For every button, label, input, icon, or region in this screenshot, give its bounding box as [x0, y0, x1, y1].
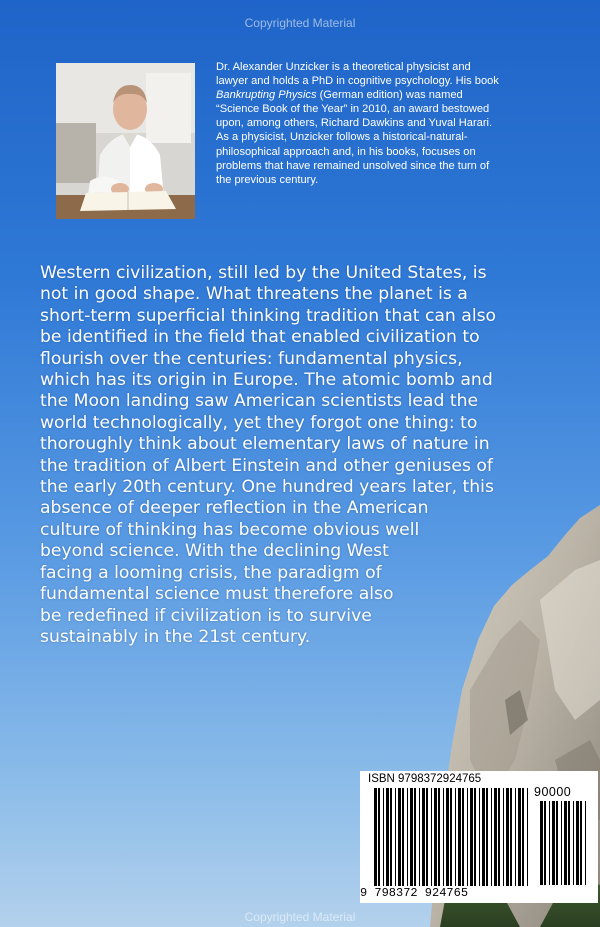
blurb-line: absence of deeper reflection in the American [40, 498, 429, 519]
blurb-line: the early 20th century. One hundred years later, this [40, 477, 494, 498]
barcode-bar [407, 788, 408, 886]
blurb-line: short-term superficial thinking tradition that can also [40, 305, 497, 326]
isbn-barcode [360, 771, 598, 903]
bio-line: problems that have remained unsolved since the turn of [216, 159, 490, 172]
isbn-digits: 9 798372 924765 [360, 886, 469, 900]
barcode-bar [503, 788, 504, 886]
barcode-bar [431, 788, 432, 886]
barcode-bar [506, 788, 509, 886]
blurb-line: the tradition of Albert Einstein and other geniuses of [40, 455, 493, 476]
bio-line: upon, among others, Richard Dawkins and Yuval Harari. [216, 117, 493, 130]
barcode-bar [498, 788, 500, 886]
barcode-bar [556, 801, 558, 885]
blurb-line: sustainably in the 21st century. [40, 626, 311, 647]
book-blurb [40, 263, 580, 648]
barcode-bar [585, 801, 586, 885]
bio-line: Dr. Alexander Unzicker is a theoretical physicist and [216, 61, 471, 73]
barcode-bar [462, 788, 464, 886]
blurb-line: not in good shape. What threatens the planet is a [40, 284, 468, 305]
barcode-bar [540, 801, 543, 885]
bio-line: As a physicist, Unzicker follows a historical-natural- [216, 131, 468, 144]
barcode-bar [446, 788, 449, 886]
watermark-bottom: Copyrighted Material [244, 910, 356, 924]
barcode-bar [580, 801, 582, 885]
barcode-bar [458, 788, 461, 886]
barcode-bar [443, 788, 444, 886]
barcode-bar [573, 801, 574, 885]
barcode-bar [494, 788, 497, 886]
barcode-bar [398, 788, 401, 886]
blurb-line: world technologically, yet they forgot one thing: to [40, 412, 478, 433]
watermark-top: Copyrighted Material [244, 16, 356, 30]
barcode-bar [402, 788, 404, 886]
barcode-bar [544, 801, 546, 885]
barcode-bar [491, 788, 492, 886]
barcode-bar [561, 801, 562, 885]
barcode-bar [479, 788, 480, 886]
barcode-bar [390, 788, 392, 886]
blurb-line: the Moon landing saw American scientists lead the [40, 391, 479, 412]
book-title: Bankrupting Physics [216, 89, 317, 102]
barcode-bar [474, 788, 476, 886]
barcode-bar [455, 788, 456, 886]
blurb-line: Western civilization, still led by the United States, is [40, 263, 487, 283]
author-bio [216, 60, 588, 187]
blurb-line: culture of thinking has become obvious well [40, 519, 420, 540]
barcode-bar [383, 788, 384, 886]
barcode-bar [515, 788, 516, 886]
barcode-bar [410, 788, 413, 886]
barcode-bar [522, 788, 524, 886]
blurb-line: fundamental science must therefore also [40, 584, 394, 605]
barcode-bar [527, 788, 528, 886]
author-photo [56, 63, 195, 219]
barcode-bar [434, 788, 437, 886]
barcode-bar [486, 788, 488, 886]
barcode-bar [419, 788, 420, 886]
barcode-bar [374, 788, 377, 886]
barcode-bar [438, 788, 440, 886]
bio-line: the previous century. [216, 173, 319, 186]
bio-line-with-title [216, 88, 588, 102]
barcode-bar [576, 801, 579, 885]
barcode-bar [386, 788, 389, 886]
blurb-line: which has its origin in Europe. The atomic bomb and [40, 370, 493, 391]
isbn-label: ISBN 9798372924765 [368, 773, 482, 785]
bio-line-rest: (German edition) was named [319, 89, 463, 102]
barcode-bar [450, 788, 452, 886]
blurb-line: thoroughly think about elementary laws of nature in [40, 434, 490, 455]
bio-line: lawyer and holds a PhD in cognitive psychology. His book [216, 75, 499, 88]
barcode-bar [564, 801, 567, 885]
barcode-bar [549, 801, 550, 885]
barcode-bar [422, 788, 425, 886]
barcode-bar [414, 788, 416, 886]
addon-barcode-icon [540, 801, 590, 885]
bio-line: philosophical approach and, in his books, focuses on [216, 145, 476, 158]
blurb-line: facing a looming crisis, the paradigm of [40, 562, 382, 583]
blurb-line: flourish over the centuries: fundamental physics, [40, 348, 463, 369]
barcode-bar [482, 788, 485, 886]
price-code: 90000 [534, 785, 572, 799]
barcode-bar [426, 788, 428, 886]
barcode-bar [378, 788, 380, 886]
blurb-line: be redefined if civilization is to survive [40, 605, 372, 626]
barcode-bar [510, 788, 512, 886]
barcode-bar [552, 801, 555, 885]
barcode-icon [374, 788, 530, 886]
blurb-line: beyond science. With the declining West [40, 541, 389, 562]
barcode-bar [395, 788, 396, 886]
bio-line: “Science Book of the Year” in 2010, an award bestowed [216, 103, 490, 116]
barcode-bar [467, 788, 468, 886]
blurb-line: be identified in the field that enabled civilization to [40, 327, 480, 348]
barcode-bar [518, 788, 521, 886]
barcode-bar [568, 801, 570, 885]
barcode-bar [470, 788, 473, 886]
